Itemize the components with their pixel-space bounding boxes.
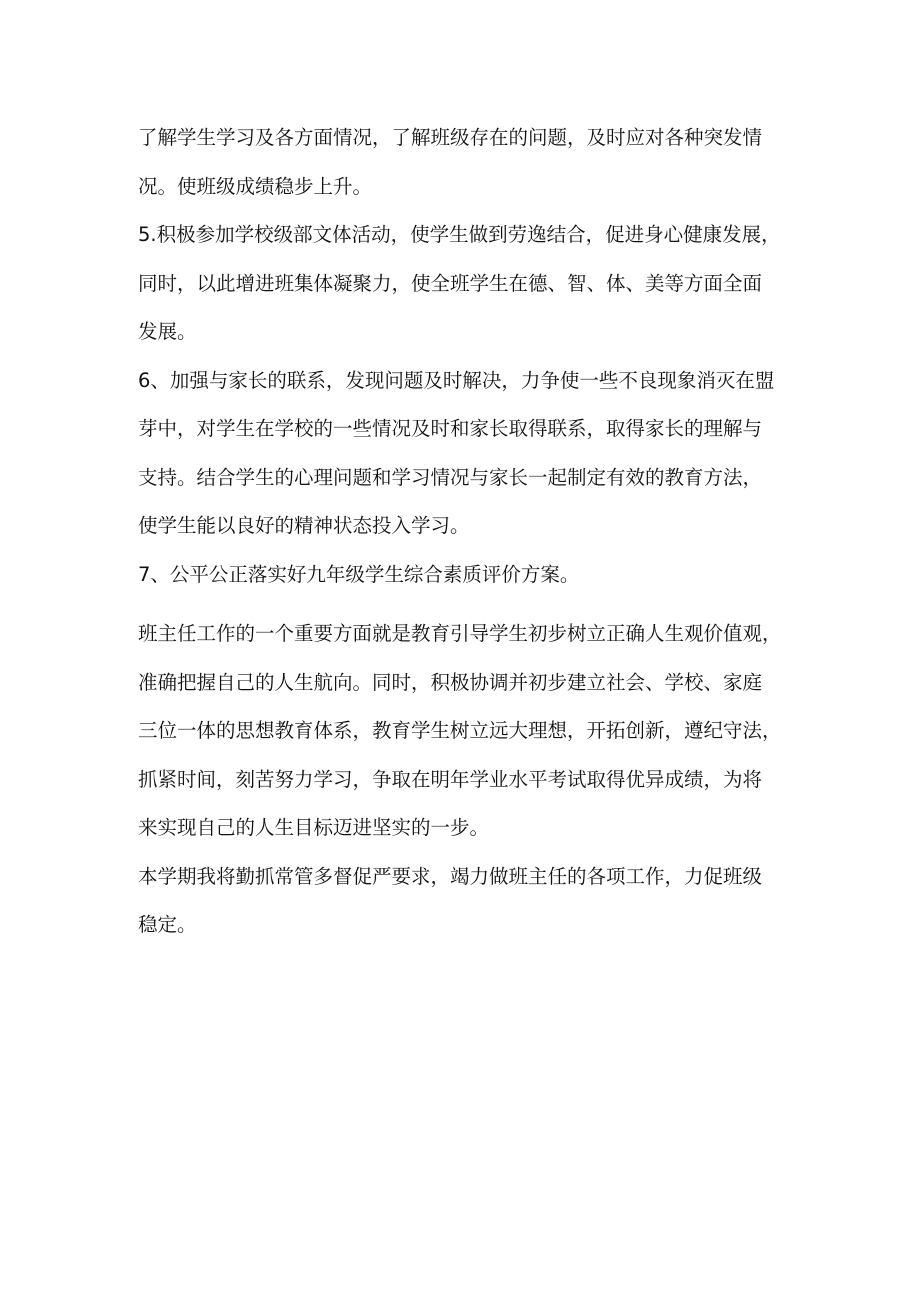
paragraph-item-5-activities: 5.积极参加学校级部文体活动，使学生做到劳逸结合，促进身心健康发展， 同时，以此增进班集体凝聚力，使全班学生在德、智、体、美等方面全面 发展。 [138, 223, 781, 343]
document-body [138, 114, 798, 950]
paragraph-item-7-evaluation: 7、公平公正落实好九年级学生综合素质评价方案。 [138, 562, 580, 586]
paragraph-semester-plan: 本学期我将勤抓常管多督促严要求，竭力做班主任的各项工作，力促班级 稳定。 [138, 864, 763, 936]
paragraph-student-situation: 了解学生学习及各方面情况，了解班级存在的问题，及时应对各种突发情 况。使班级成绩稳步上升。 [138, 126, 763, 198]
paragraph-head-teacher-work: 班主任工作的一个重要方面就是教育引导学生初步树立正确人生观价值观， 准确把握自己的人生航向。同时，积极协调并初步建立社会、学校、家庭 三位一体的思想教育体系，教育学生树立远大理想，开拓创新，遵纪守法， 抓紧时间，刻苦努力学习，争取在明年学业水平考试取得优异成绩，为将 来实现自己的人生目标迈进坚实的一步。 [138, 622, 782, 839]
paragraph-item-6-parents: 6、加强与家长的联系，发现问题及时解决，力争使一些不良现象消灭在盟 芽中，对学生在学校的一些情况及时和家长取得联系，取得家长的理解与 支持。结合学生的心理问题和学习情况与家长一起制定有效的教育方法， 使学生能以良好的精神状态投入学习。 [138, 368, 775, 537]
